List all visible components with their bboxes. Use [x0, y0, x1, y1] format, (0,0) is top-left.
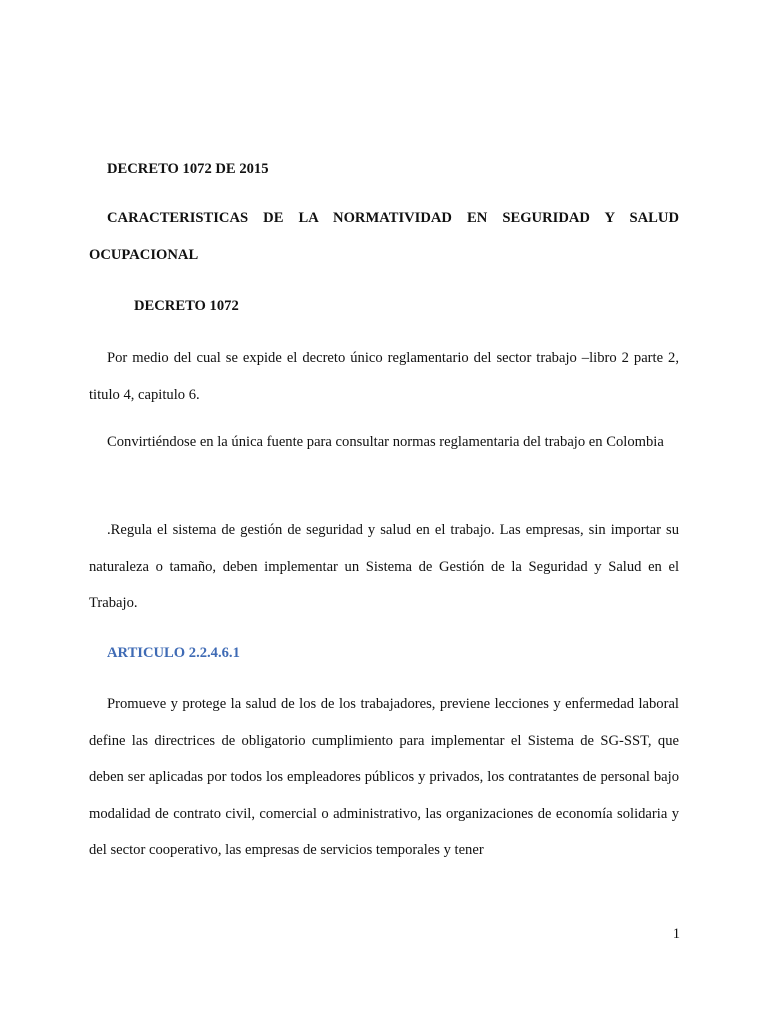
document-title: DECRETO 1072 DE 2015	[107, 161, 269, 177]
page-number: 1	[672, 926, 680, 942]
subheading: DECRETO 1072	[134, 298, 239, 314]
paragraph-2: Convirtiéndose en la única fuente para consultar normas reglamentaria del trabajo en Colombia	[107, 434, 664, 450]
section-heading: CARACTERISTICAS DE LA NORMATIVIDAD EN SEGURIDAD Y SALUD OCUPACIONAL	[89, 210, 679, 263]
paragraph-1: Por medio del cual se expide el decreto único reglamentario del sector trabajo –libro 2 parte 2, titulo 4, capitulo 6.	[89, 350, 679, 403]
article-text: Promueve y protege la salud de los de los trabajadores, previene lecciones y enfermedad laboral define las directrices de obligatorio cumplimiento para implementar el Sistema de SG-SST, que deben ser aplicadas por todos los empleadores públicos y privados, los contratantes de personal bajo modalidad de contrato civil, comercial o administrativo, las organizaciones de economía solidaria y del sector cooperativo, las empresas de servicios temporales y tener	[89, 696, 679, 858]
paragraph-3: .Regula el sistema de gestión de seguridad y salud en el trabajo. Las empresas, sin importar su naturaleza o tamaño, deben implementar un Sistema de Gestión de la Seguridad y Salud en el Trabajo.	[89, 522, 679, 611]
article-heading: ARTICULO 2.2.4.6.1	[107, 645, 240, 661]
